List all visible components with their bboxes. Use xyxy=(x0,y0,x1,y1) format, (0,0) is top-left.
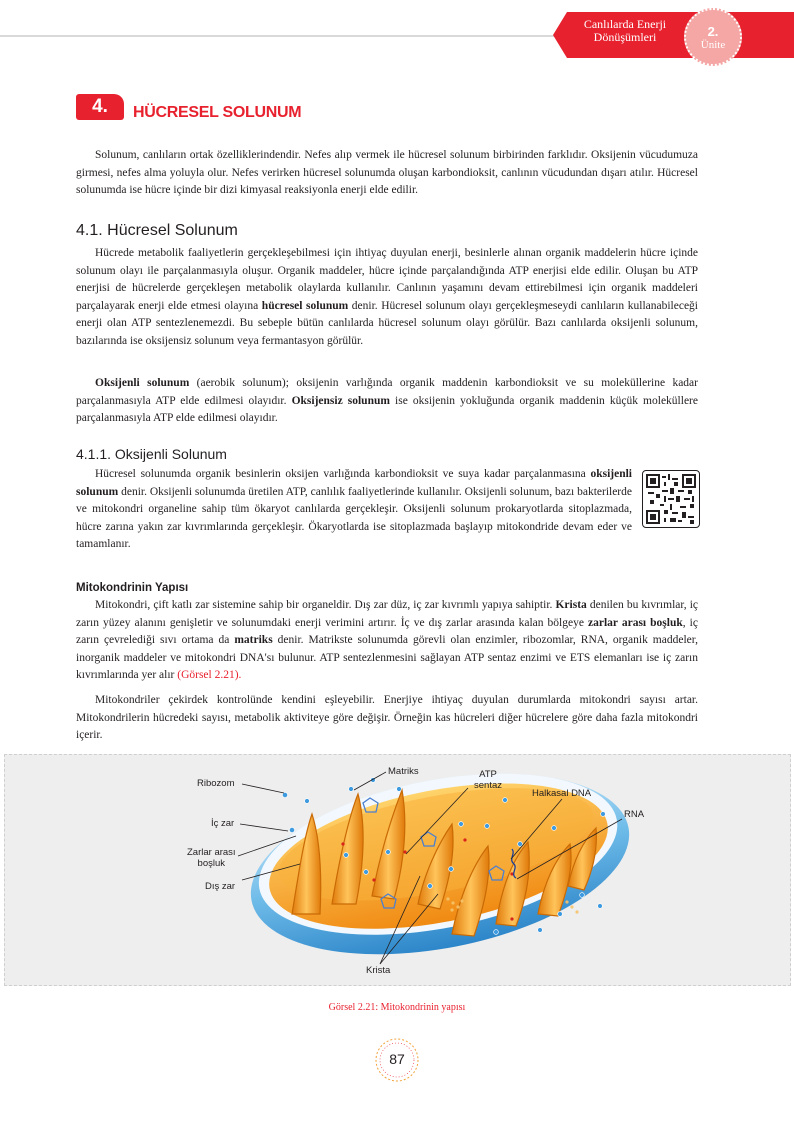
paragraph-4-1-a: Hücrede metabolik faaliyetlerin gerçekleşebilmesi için ihtiyaç duyulan enerji, besinlerle alınan organik maddelerin hücre içinde solunum olayı ile parçalanmasıyla oluşur. Organik maddeler, hücre içinde parçalandığında ATP enerjisi elde edilir. Oluşan bu ATP enerjisi de hücrelerde gerçekleşen metabolik olaylarda kullanılır. Canlının yaşamını devam ettirebilmesi için organik maddeleri parçalayarak enerji elde etmesi olayına hücresel solunum denir. Hücresel solunum olayı gerçekleşmeseydi canlıların kullanabileceği enerji olan ATP sentezlenemezdi. Bu sebeple bütün canlılarda hücresel solunum olayı görülür. Bazı canlılarda oksijenli solunum, bazılarında ise oksijensiz solunum veya fermantasyon görülür. xyxy=(76,247,698,347)
unit-label: Ünite xyxy=(700,39,726,51)
label-outer-membrane: Dış zar xyxy=(205,881,236,892)
unit-title-line2: Dönüşümleri xyxy=(593,30,657,44)
label-crista: Krista xyxy=(366,965,391,976)
paragraph-mito-a: Mitokondri, çift katlı zar sistemine sahip bir organeldir. Dış zar düz, iç zar kıvrımlı yapıya sahiptir. Krista denilen bu kıvrımlar, iç zarın yüzey alanını genişletir ve solunumdaki enerji verimini artırır. İç ve dış zarlar arasında kalan bölgeye zarlar arası boşluk, iç zarın çevrelediği sıvı ortama da matriks denir. Matrikste solunumda görevli olan enzimler, ribozomlar, RNA, organik maddeler, inorganik maddeler ve mitokondri DNA'sı bulunur. ATP sentezlenmesini sağlayan ATP sentaz enzimi ve ETS elemanları ise iç zarın kıvrımlarında yer alır (Görsel 2.21). xyxy=(76,599,698,681)
paragraph-4-1-1: Hücresel solunumda organik besinlerin oksijen varlığında karbondioksit ve suya kadar parçalanmasına oksijenli solunum denir. Oksijenli solunumda üretilen ATP, canlılık faaliyetlerinde kullanılır. Oksijenli solunum, bazı bakterilerde ve mitokondri organeline sahip tüm ökaryot canlılarda gerçekleşir. Oksijenli solunum prokaryotlarda sitoplazmada, hücre zarına yakın zar kıvrımlarında gerçekleşir. Ökaryotlarda ise sitoplazmada başlayıp mitokondride devam eder ve tamamlanır. xyxy=(76,468,632,550)
figure-reference: (Görsel 2.21). xyxy=(177,669,242,681)
paragraph-4-1-b: Oksijenli solunum (aerobik solunum); oksijenin varlığında organik maddenin karbondioksit ve su moleküllerine kadar parçalanmasıyla ATP elde edilmesi olayıdır. Oksijensiz solunum ise oksijenin yokluğunda organik maddenin küçük moleküllere parçalanmasıyla ATP elde edilmesi olayıdır. xyxy=(76,377,698,424)
qr-code[interactable] xyxy=(642,470,700,528)
heading-mitochondria: Mitokondrinin Yapısı xyxy=(76,582,189,594)
unit-number: 2. xyxy=(707,24,719,39)
label-rna: RNA xyxy=(624,809,645,820)
unit-title xyxy=(566,18,684,44)
label-inner-membrane: İç zar xyxy=(211,818,235,829)
unit-title-line1: Canlılarda Enerji xyxy=(583,17,667,31)
section-number: 4. xyxy=(76,94,124,120)
figure-caption: Görsel 2.21: Mitokondrinin yapısı xyxy=(328,1002,466,1013)
intro-paragraph: Solunum, canlıların ortak özelliklerindendir. Nefes alıp vermek ile hücresel solunum birbirinden farklıdır. Oksijenin vücudumuza girmesi, nefes alma yoluyla olur. Nefes verirken hücresel solunumda oluşan karbondioksit, canlının vücudundan dışarı atılır. Hücresel solunumda ise hücre içinde bir dizi kimyasal reaksiyonla enerji elde edilir. xyxy=(76,149,698,196)
section-title: HÜCRESEL SOLUNUM xyxy=(133,104,302,121)
unit-badge xyxy=(684,8,742,66)
label-matrix: Matriks xyxy=(388,766,419,777)
label-atp-synthase: ATP sentaz xyxy=(474,769,502,791)
paragraph-mito-b: Mitokondriler çekirdek kontrolünde kendini eşleyebilir. Enerjiye ihtiyaç duyulan durumlarda mitokondri sayısı artar. Mitokondrilerin hücredeki sayısı, metabolik aktiviteye göre değişir. Örneğin kas hücreleri diğer hücrelere göre daha fazla mitokondri içerir. xyxy=(76,694,698,741)
heading-4-1-1: 4.1.1. Oksijenli Solunum xyxy=(76,446,227,462)
page-number-badge xyxy=(372,1035,422,1085)
mitochondrion-illustration xyxy=(0,754,794,986)
label-intermembrane-space: Zarlar arası boşluk xyxy=(187,847,236,869)
page-number: 87 xyxy=(389,1051,405,1067)
heading-4-1: 4.1. Hücresel Solunum xyxy=(76,222,238,239)
header-rule xyxy=(0,35,560,37)
label-circular-dna: Halkasal DNA xyxy=(532,788,592,799)
label-ribosome: Ribozom xyxy=(197,778,235,789)
